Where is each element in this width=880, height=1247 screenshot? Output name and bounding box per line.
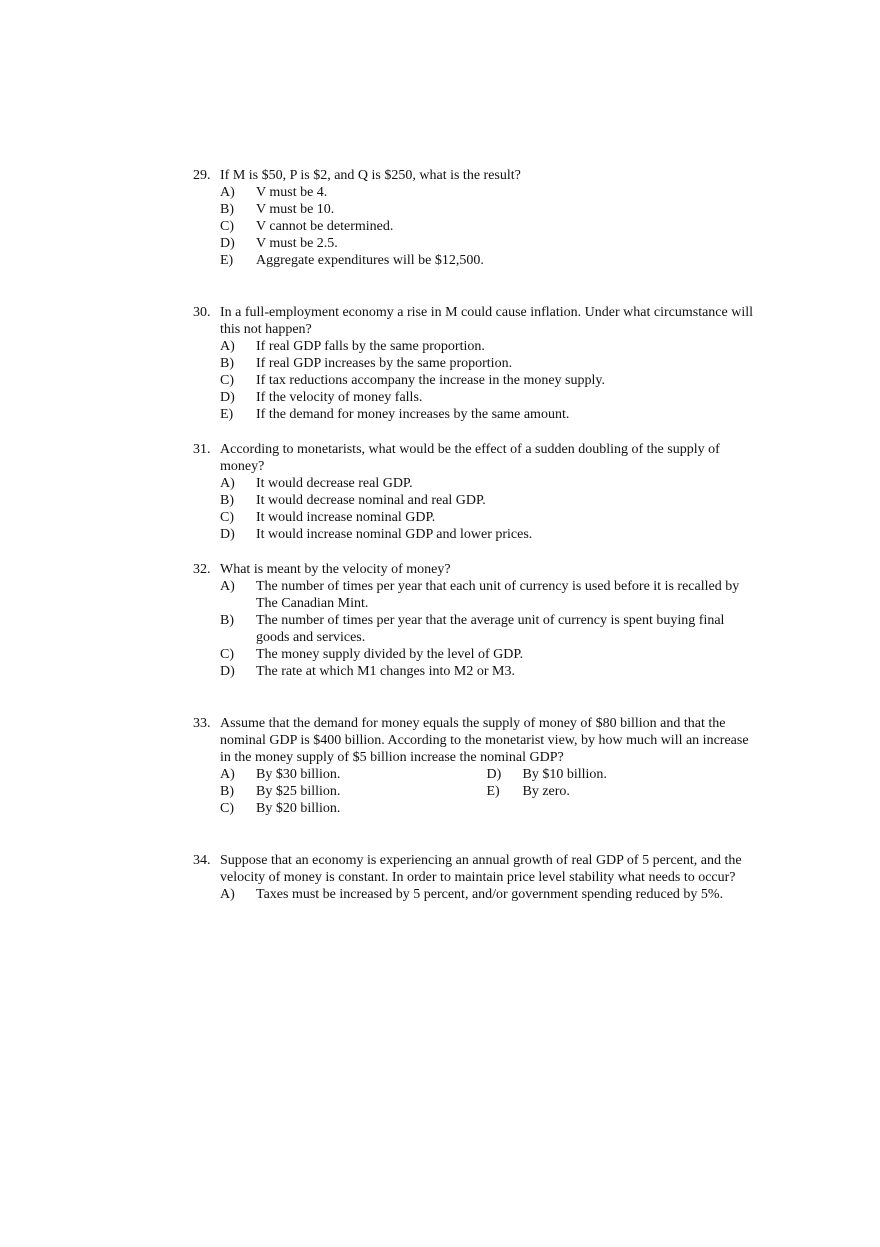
choice-text: It would decrease nominal and real GDP. xyxy=(256,493,486,508)
question-number: 30. xyxy=(193,305,211,320)
choice-a xyxy=(220,338,753,355)
choice-letter: E) xyxy=(486,784,500,799)
choice-text: By $30 billion. xyxy=(256,767,341,782)
question-text: In a full-employment economy a rise in M could cause inflation. Under what circumstance will this not happen? xyxy=(220,305,754,337)
choice-a xyxy=(220,766,487,783)
choice-text: If tax reductions accompany the increase in the money supply. xyxy=(256,373,605,388)
choice-text: The number of times per year that the average unit of currency is spent buying final goods and services. xyxy=(256,613,725,645)
choice-list xyxy=(220,184,753,269)
choice-text: If real GDP increases by the same proportion. xyxy=(256,356,513,371)
choice-letter: B) xyxy=(220,613,234,628)
choice-list xyxy=(220,766,753,817)
choice-c xyxy=(220,372,753,389)
choice-text: If real GDP falls by the same proportion. xyxy=(256,339,485,354)
choice-text: By $10 billion. xyxy=(522,767,607,782)
choice-letter: B) xyxy=(220,202,234,217)
choice-letter: C) xyxy=(220,219,234,234)
question-stem xyxy=(193,304,753,338)
choice-text: The money supply divided by the level of GDP. xyxy=(256,647,524,662)
question-30 xyxy=(193,304,753,423)
question-34 xyxy=(193,852,753,903)
question-stem xyxy=(193,715,753,766)
question-stem xyxy=(193,441,753,475)
choice-list xyxy=(220,578,753,680)
choice-b xyxy=(220,355,753,372)
choice-letter: D) xyxy=(220,527,235,542)
choice-letter: A) xyxy=(220,887,235,902)
choice-text: The rate at which M1 changes into M2 or M3. xyxy=(256,664,515,679)
choice-letter: C) xyxy=(220,373,234,388)
question-number: 33. xyxy=(193,716,211,731)
choice-e xyxy=(220,406,753,423)
choice-d xyxy=(220,235,753,252)
question-text: Assume that the demand for money equals the supply of money of $80 billion and that the nominal GDP is $400 billion. According to the monetarist view, by how much will an increase in the money supply of $5 billion increase the nominal GDP? xyxy=(220,716,749,765)
choice-text: Aggregate expenditures will be $12,500. xyxy=(256,253,484,268)
choice-text: V must be 2.5. xyxy=(256,236,338,251)
choice-text: V must be 10. xyxy=(256,202,335,217)
choice-letter: A) xyxy=(220,476,235,491)
choice-d xyxy=(220,526,753,543)
question-number: 32. xyxy=(193,562,211,577)
choice-letter: C) xyxy=(220,510,234,525)
question-stem xyxy=(193,167,753,184)
choice-letter: D) xyxy=(220,664,235,679)
choice-e xyxy=(220,252,753,269)
choice-text: If the demand for money increases by the same amount. xyxy=(256,407,570,422)
choice-d xyxy=(487,766,754,783)
question-stem xyxy=(193,561,753,578)
choice-letter: D) xyxy=(220,390,235,405)
choice-letter: D) xyxy=(486,767,502,782)
choice-a xyxy=(220,578,753,612)
choice-e xyxy=(487,783,754,800)
question-number: 34. xyxy=(193,853,211,868)
choice-letter: E) xyxy=(220,407,234,422)
choice-text: It would decrease real GDP. xyxy=(256,476,413,491)
question-text: What is meant by the velocity of money? xyxy=(220,562,451,577)
choice-letter: C) xyxy=(220,647,234,662)
choice-letter: E) xyxy=(220,253,234,268)
question-number: 29. xyxy=(193,168,211,183)
choice-c xyxy=(220,218,753,235)
question-text: Suppose that an economy is experiencing an annual growth of real GDP of 5 percent, and the velocity of money is constant. In order to maintain price level stability what needs to occur? xyxy=(220,853,742,885)
choice-letter: A) xyxy=(220,579,235,594)
choice-b xyxy=(220,492,753,509)
choice-text: V cannot be determined. xyxy=(256,219,394,234)
choice-text: If the velocity of money falls. xyxy=(256,390,423,405)
choice-list xyxy=(220,338,753,423)
choice-letter: A) xyxy=(220,339,235,354)
choice-text: The number of times per year that each unit of currency is used before it is recalled by The Canadian Mint. xyxy=(256,579,740,611)
choice-a xyxy=(220,886,753,903)
choice-letter: A) xyxy=(220,767,235,782)
choice-letter: B) xyxy=(220,493,234,508)
choice-c xyxy=(220,800,487,817)
choice-a xyxy=(220,184,753,201)
choice-c xyxy=(220,646,753,663)
choice-text: By $25 billion. xyxy=(256,784,341,799)
question-text: According to monetarists, what would be the effect of a sudden doubling of the supply of money? xyxy=(220,442,720,474)
choice-letter: B) xyxy=(220,356,234,371)
choice-letter: C) xyxy=(220,801,234,816)
question-29 xyxy=(193,167,753,269)
question-32 xyxy=(193,561,753,680)
choice-text: V must be 4. xyxy=(256,185,328,200)
question-31 xyxy=(193,441,753,543)
choice-list xyxy=(220,886,753,903)
question-number: 31. xyxy=(193,442,211,457)
choice-text: It would increase nominal GDP and lower prices. xyxy=(256,527,533,542)
choice-letter: A) xyxy=(220,185,235,200)
choice-text: By zero. xyxy=(522,784,570,799)
choice-b xyxy=(220,783,487,800)
question-text: If M is $50, P is $2, and Q is $250, what is the result? xyxy=(220,168,521,183)
choice-d xyxy=(220,663,753,680)
choice-text: By $20 billion. xyxy=(256,801,341,816)
question-33 xyxy=(193,715,753,817)
choice-letter: B) xyxy=(220,784,234,799)
choice-c xyxy=(220,509,753,526)
choice-text: It would increase nominal GDP. xyxy=(256,510,436,525)
choice-b xyxy=(220,612,753,646)
choice-d xyxy=(220,389,753,406)
choice-a xyxy=(220,475,753,492)
choice-list xyxy=(220,475,753,543)
question-stem xyxy=(193,852,753,886)
choice-b xyxy=(220,201,753,218)
choice-text: Taxes must be increased by 5 percent, and/or government spending reduced by 5%. xyxy=(256,887,724,902)
choice-letter: D) xyxy=(220,236,235,251)
choice-column-left xyxy=(220,766,487,817)
choice-column-right xyxy=(487,766,754,817)
